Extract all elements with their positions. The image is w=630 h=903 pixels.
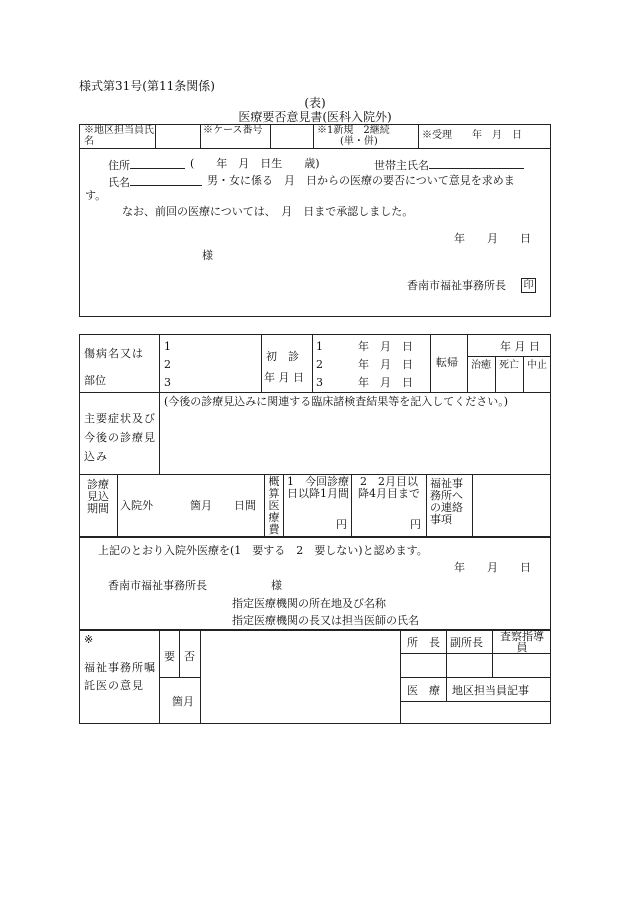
staff-name-field[interactable] <box>156 125 200 147</box>
period-label: 診療見込期間 <box>87 478 109 515</box>
outcome-cured[interactable]: 治癒 <box>471 360 491 371</box>
cost-label: 概算医療費 <box>268 475 280 536</box>
disease-label: 傷病名又は <box>84 347 144 360</box>
new-continue-label: ※1新規 2継続 <box>317 125 390 136</box>
first-visit-ymd-1: 年 月 日 <box>358 340 413 353</box>
previous-approval-text: なお、前回の医療については、 月 日まで承認しました。 <box>122 205 414 218</box>
outcome-stopped[interactable]: 中止 <box>527 360 547 371</box>
first-visit-date-label: 年 月 日 <box>264 371 304 384</box>
outcome-dead[interactable]: 死亡 <box>499 360 519 371</box>
not-need-option[interactable]: 否 <box>184 650 195 663</box>
consultant-opinion-label: 福祉事務所嘱託医の意見 <box>84 661 156 692</box>
householder-field[interactable] <box>429 157 524 169</box>
staff-note-field[interactable] <box>447 702 550 723</box>
staff-name-label: ※地区担当員氏名 <box>84 125 154 147</box>
approval-recipient: 香南市福祉事務所長 <box>108 579 207 592</box>
symptoms-note: (今後の診療見込みに関連する臨床諸検査結果等を記入してください。) <box>164 395 509 408</box>
cost-first-yen: 円 <box>336 518 347 531</box>
patient-name-row <box>108 174 202 189</box>
seal-mark: 印 <box>521 278 536 293</box>
single-combined-label: (単・併) <box>340 136 378 147</box>
institution-label: 指定医療機関の所在地及び名称 <box>232 597 386 610</box>
patient-name-label: 氏名 <box>108 176 130 189</box>
first-visit-ymd-3: 年 月 日 <box>358 376 413 389</box>
request-sama: 様 <box>202 249 213 262</box>
householder-row <box>374 157 524 172</box>
first-visit-ymd-2: 年 月 日 <box>358 358 413 371</box>
staff-note-label: 地区担当員記事 <box>452 684 529 697</box>
disease-num-2: 2 <box>164 358 171 371</box>
office-mark: ※ <box>84 633 94 646</box>
symptoms-label: 主要症状及び今後の診療見込み <box>84 412 156 463</box>
case-number-label: ※ケース番号 <box>203 125 263 136</box>
chief-label: 所 長 <box>407 636 440 649</box>
receipt-date-label: ※受理 年 月 日 <box>422 130 522 141</box>
sender-name: 香南市福祉事務所長 <box>407 279 506 292</box>
outcome-label: 転帰 <box>436 356 458 369</box>
disease-num-1: 1 <box>164 340 171 353</box>
cost-first-month: 1 今回診療日以降1月間 <box>287 475 349 500</box>
disease-label-part: 部位 <box>84 374 106 387</box>
form-number: 様式第31号(第11条関係) <box>79 79 215 93</box>
medical-label: 医 療 <box>407 684 440 697</box>
request-date: 年 月 日 <box>454 232 531 245</box>
address-label: 住所 <box>108 159 130 172</box>
first-visit-num-2: 2 <box>316 358 323 371</box>
period-days: 日間 <box>234 499 256 512</box>
householder-label: 世帯主氏名 <box>374 159 429 172</box>
form-title: 医療要否意見書(医科入院外) <box>238 110 392 124</box>
request-text-line1: 男・女に係る 月 日からの医療の要否について意見を求めま <box>207 174 515 187</box>
symptoms-input[interactable] <box>162 412 548 470</box>
contact-label: 福祉事務所への連絡事項 <box>430 477 463 526</box>
first-visit-label: 初 診 <box>266 350 299 363</box>
period-months: 箇月 <box>190 499 212 512</box>
form-side: (表) <box>304 96 326 110</box>
need-option[interactable]: 要 <box>164 650 175 663</box>
case-number-field[interactable] <box>271 125 313 147</box>
inspector-seal-field[interactable] <box>493 654 550 676</box>
doctor-label: 指定医療機関の長又は担当医師の氏名 <box>232 614 419 627</box>
vice-chief-seal-field[interactable] <box>447 654 491 676</box>
cost-second-months: 2 2月目以降4月目まで <box>358 475 420 500</box>
address-row <box>108 157 185 172</box>
cost-second-yen: 円 <box>410 518 421 531</box>
consultant-opinion-input[interactable] <box>203 633 397 721</box>
vice-chief-label: 副所長 <box>450 636 483 649</box>
approval-date: 年 月 日 <box>454 561 531 574</box>
patient-name-field[interactable] <box>130 174 202 186</box>
first-visit-num-3: 3 <box>316 376 323 389</box>
disease-input[interactable] <box>176 338 260 390</box>
approval-sama: 様 <box>271 579 282 592</box>
medical-seal-field[interactable] <box>401 702 445 723</box>
disease-num-3: 3 <box>164 376 171 389</box>
contact-input[interactable] <box>474 478 548 534</box>
outpatient-label: 入院外 <box>120 499 153 512</box>
outcome-date: 年 月 日 <box>500 340 540 353</box>
address-field[interactable] <box>130 157 185 169</box>
chief-seal-field[interactable] <box>401 654 445 676</box>
approval-statement: 上記のとおり入院外医療を(1 要する 2 要しない)と認めます。 <box>98 544 428 557</box>
first-visit-num-1: 1 <box>316 340 323 353</box>
birth-date-label: ( 年 月 日生 歳) <box>190 157 320 170</box>
inspector-label: 査察指導員 <box>500 630 544 654</box>
request-text-line1-cont: す。 <box>85 189 107 202</box>
office-months: 箇月 <box>172 695 194 708</box>
